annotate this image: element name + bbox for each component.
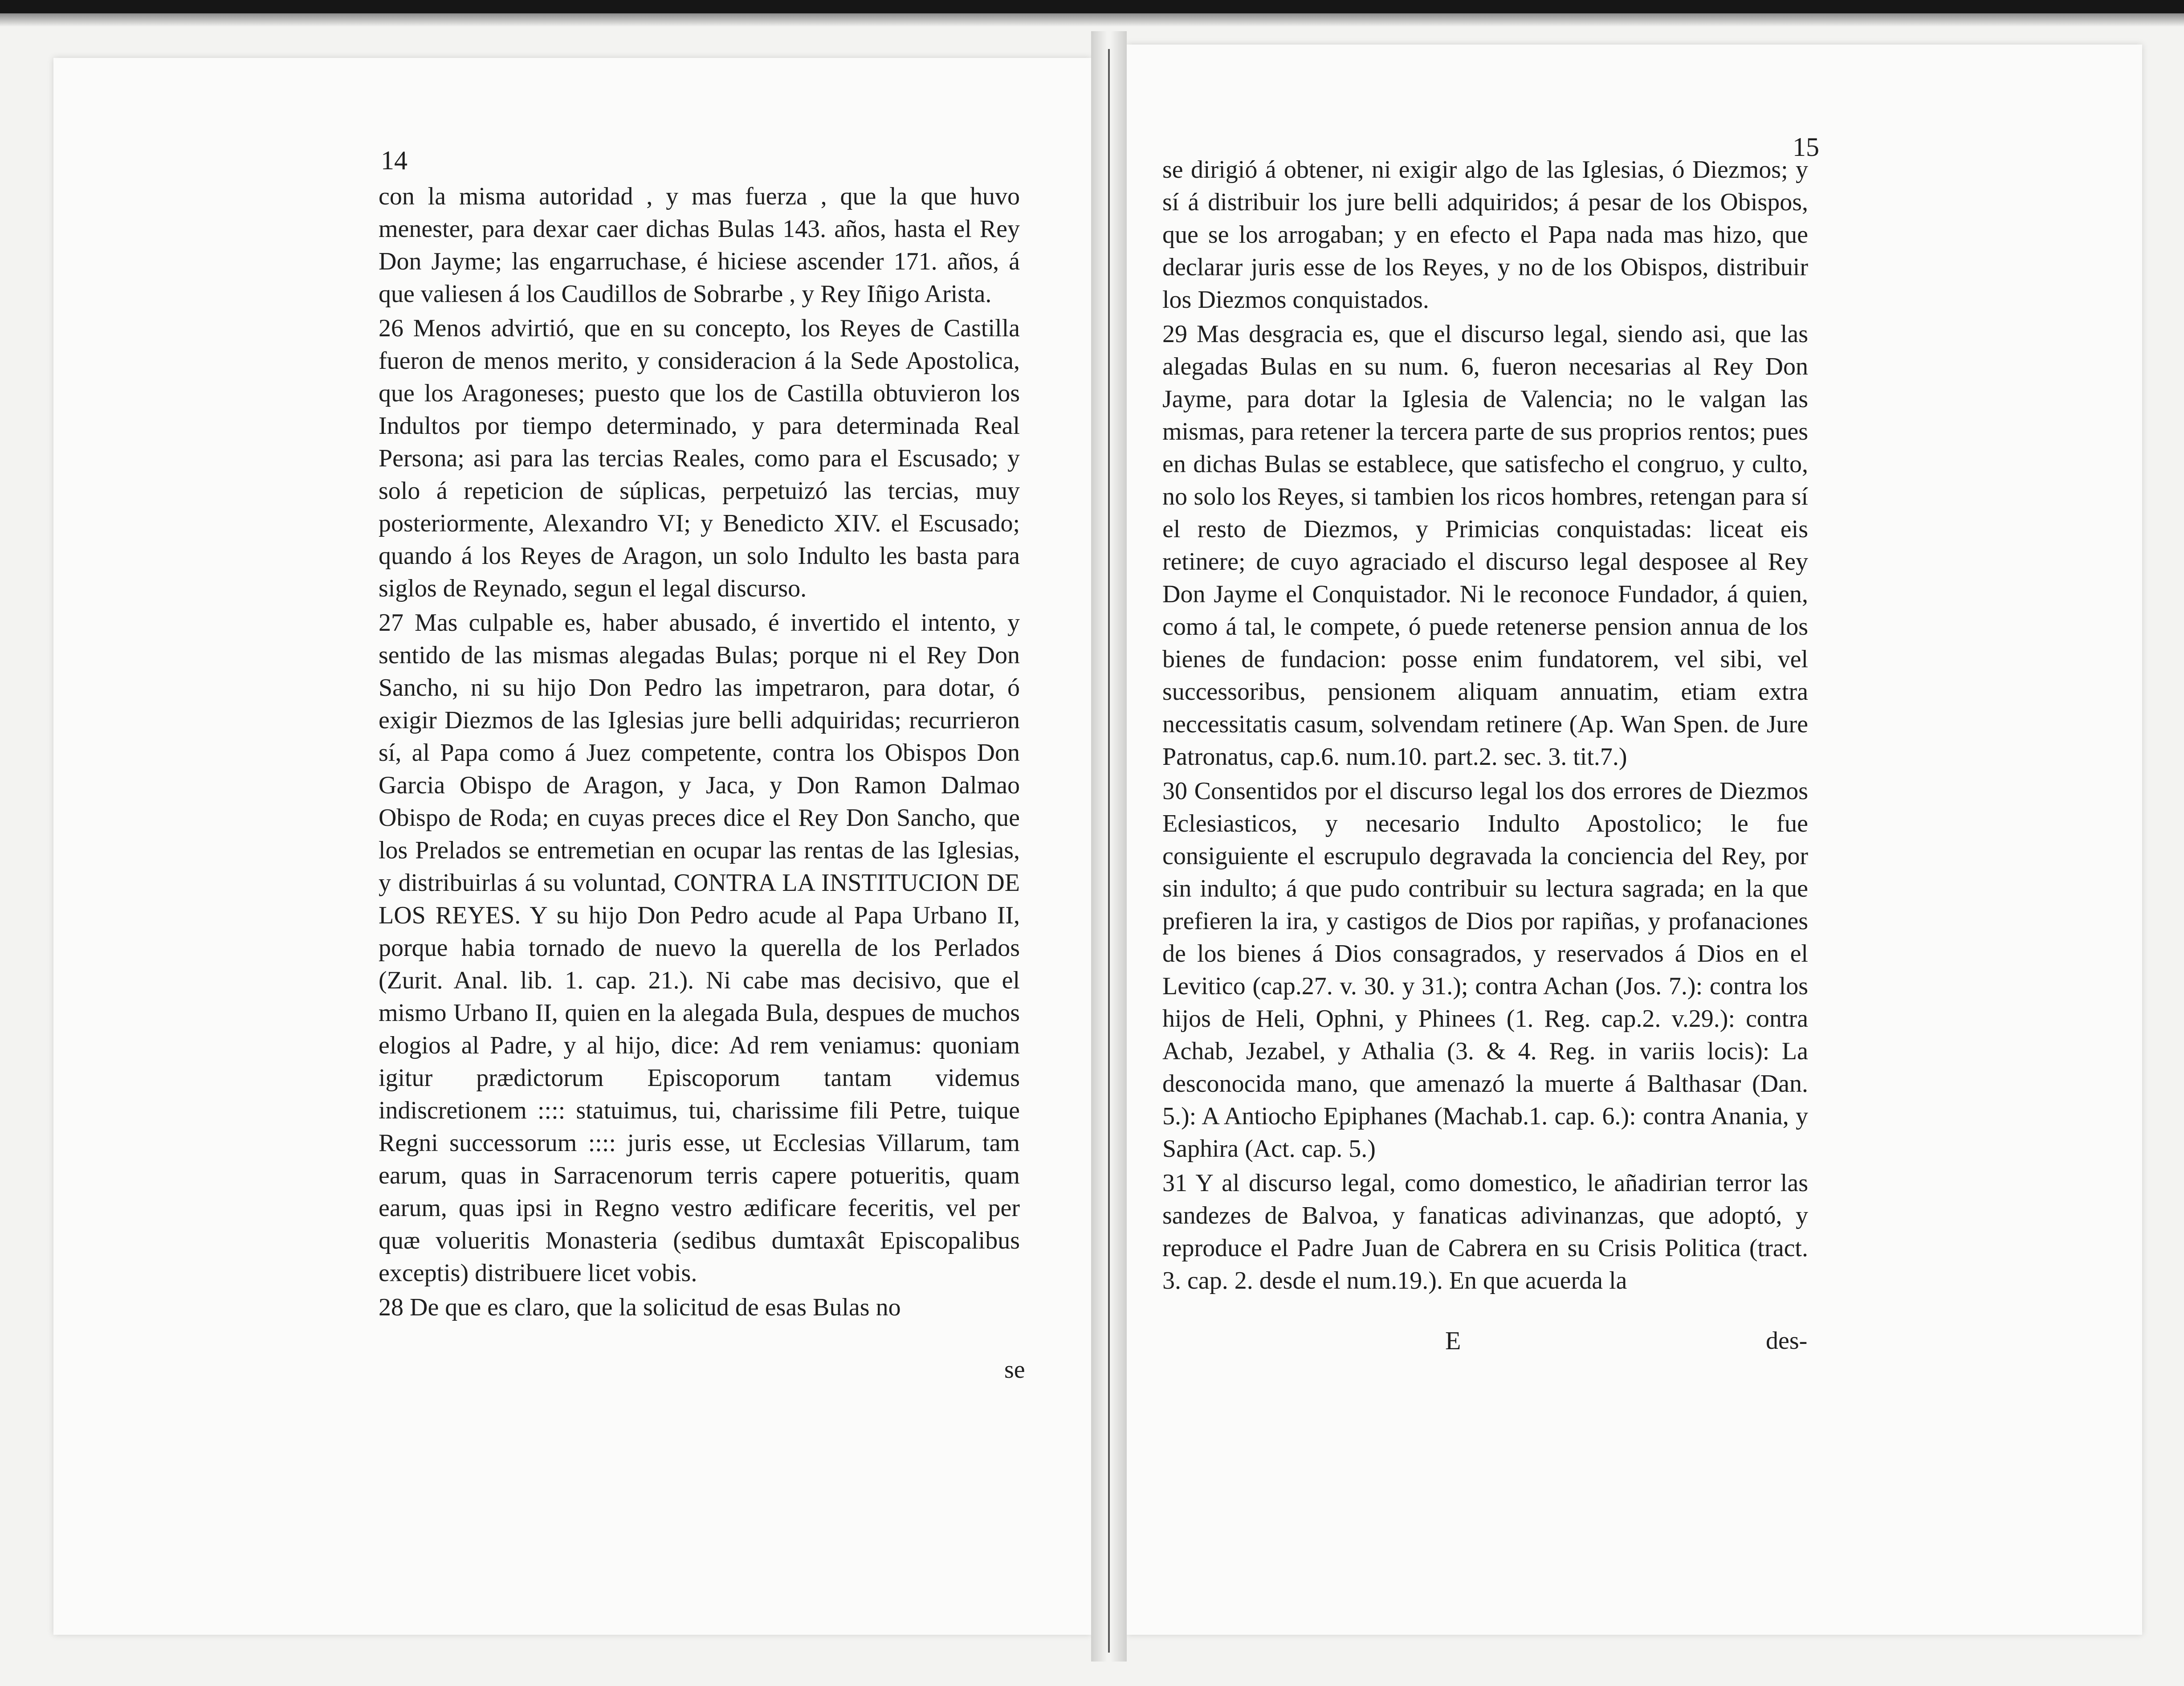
right-text-column (1162, 154, 1808, 1297)
right-catchword: des- (1766, 1327, 1808, 1355)
right-paragraph-31: 31 Y al discurso legal, como domestico, le añadirian terror las sandezes de Balvoa, y fanaticas adivinanzas, que adoptó, y reproduce el Padre Juan de Cabrera en su Crisis Politica (tract. 3. cap. 2. desde el num.19.). En que acuerda la (1162, 1169, 1808, 1294)
gutter-fold-line (1108, 49, 1110, 1653)
scan-top-shadow (0, 13, 2184, 27)
scan-top-border (0, 0, 2184, 13)
right-page-number: 15 (1793, 132, 1819, 162)
left-paragraph-27: 27 Mas culpable es, haber abusado, é invertido el intento, y sentido de las mismas alegadas Bulas; porque ni el Rey Don Sancho, ni su hijo Don Pedro las impetraron, para dotar, ó exigir Diezmos de las Iglesias jure belli adquiridas; recurrieron sí, al Papa como á Juez competente, contra los Obispos Don Garcia Obispo de Aragon, y Jaca, y Don Ramon Dalmao Obispo de Roda; en cuyas preces dice el Rey Don Sancho, que los Prelados se entremetian en ocupar las rentas de las Iglesias, y distribuirlas á su voluntad, CONTRA LA INSTITUCION DE LOS REYES. Y su hijo Don Pedro acude al Papa Urbano II, porque habia tornado de nuevo la querella de los Perlados (Zurit. Anal. lib. 1. cap. 21.). Ni cabe mas decisivo, que el mismo Urbano II, quien en la alegada Bula, despues de muchos elogios al Padre, y al hijo, dice: Ad rem veniamus: quoniam igitur prædictorum Episcoporum tantam videmus indiscretionem :::: statuimus, tui, charissime fili Petre, tuique Regni successorum :::: juris esse, ut Ecclesias Villarum, tam earum, quas in Sarracenorum terris capere potueritis, quam earum, quas ipsi in Regno vestro ædificare feceritis, vel per quæ volueritis Monasteria (sedibus dumtaxât Episcopalibus exceptis) distribuere licet vobis. (379, 609, 1020, 1287)
left-page-number: 14 (381, 146, 407, 175)
left-paragraph-intro: con la misma autoridad , y mas fuerza , que la que huvo menester, para dexar caer dichas Bulas 143. años, hasta el Rey Don Jayme; las engarruchase, é hiciese ascender 171. años, á que valiesen á los Caudillos de Sobrarbe , y Rey Iñigo Arista. (379, 183, 1020, 308)
right-paragraph-29: 29 Mas desgracia es, que el discurso legal, siendo asi, que las alegadas Bulas en su num. 6, fueron necesarias al Rey Don Jayme, para dotar la Iglesia de Valencia; no le valgan las mismas, para retener la tercera parte de sus proprios rentos; pues en dichas Bulas se establece, que satisfecho el congruo, y culto, no solo los Reyes, si tambien los ricos hombres, retengan para sí el resto de Diezmos, y Primicias conquistadas: liceat eis retinere; de cuyo agraciado el discurso legal desposee al Rey Don Jayme el Conquistador. Ni le reconoce Fundador, á quien, como á tal, le compete, ó puede retenerse pension annua de los bienes de fundacion: posse enim fundatorem, vel sibi, vel successoribus, pensionem aliquam annuatim, etiam extra neccessitatis casum, solvendam retinere (Ap. Wan Spen. de Jure Patronatus, cap.6. num.10. part.2. sec. 3. tit.7.) (1162, 320, 1808, 771)
left-text-column (379, 180, 1020, 1324)
left-catchword: se (1004, 1356, 1025, 1384)
left-paragraph-26: 26 Menos advirtió, que en su concepto, los Reyes de Castilla fueron de menos merito, y consideracion á la Sede Apostolica, que los Aragoneses; puesto que los de Castilla obtuvieron los Indultos por tiempo determinado, y para determinada Real Persona; asi para las tercias Reales, como para el Escusado; y solo á repeticion de súplicas, perpetuizó las tercias, muy posteriormente, Alexandro VI; y Benedicto XIV. el Escusado; quando á los Reyes de Aragon, un solo Indulto les basta para siglos de Reynado, segun el legal discurso. (379, 314, 1020, 602)
right-paragraph-intro: se dirigió á obtener, ni exigir algo de las Iglesias, ó Diezmos; y sí á distribuir los jure belli adquiridos; á pesar de los Obispos, que se los arrogaban; y en efecto el Papa nada mas hizo, que declarar juris esse de los Reyes, y no de los Obispos, distribuir los Diezmos conquistados. (1162, 156, 1808, 314)
signature-mark: E (1445, 1326, 1463, 1355)
right-paragraph-30: 30 Consentidos por el discurso legal los dos errores de Diezmos Eclesiasticos, y necesario Indulto Apostolico; le fue consiguiente el escrupulo degravada la conciencia del Rey, por sin indulto; á que pudo contribuir su lectura sagrada; en la que prefieren la ira, y castigos de Dios por rapiñas, y profanaciones de los bienes á Dios consagrados, y reservados á Dios en el Levitico (cap.27. v. 30. y 31.); contra Achan (Jos. 7.): contra los hijos de Heli, Ophni, y Phinees (1. Reg. cap.2. v.29.): contra Achab, Jezabel, y Athalia (3. & 4. Reg. in variis locis): La desconocida mano, que amenazó la muerte á Balthasar (Dan. 5.): A Antiocho Epiphanes (Machab.1. cap. 6.): contra Anania, y Saphira (Act. cap. 5.) (1162, 777, 1808, 1163)
left-paragraph-28: 28 De que es claro, que la solicitud de esas Bulas no (379, 1294, 901, 1321)
